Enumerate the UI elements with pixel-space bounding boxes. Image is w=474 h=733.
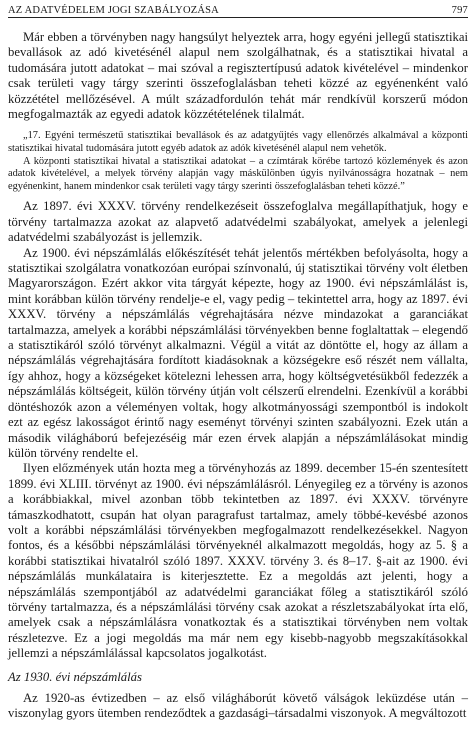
paragraph-1: Már ebben a törvényben nagy hangsúlyt helyeztek arra, hogy egyéni jellegű statisztikai bevallások az adó kivetésénél alapul nem szolgálhatnak, és a statisztikai hivatal a tudomására jutott adatokat – mai szóval a regisztertípusú adatok kivételével – mindenkor csak területi vagy tárgy szerinti összefoglalásban teheti közzé az egyénenként való közzététel mellőzésével. A múlt századfordulón tehát már rendkívül korszerű módon megfogalmazták az egyedi adatok közzétételének tilalmát.	[8, 30, 468, 122]
paragraph-3: Az 1900. évi népszámlálás előkészítését tehát jelentős mértékben befolyásolta, hogy a statisztikai szolgálatra vonatkozóan európai színvonalú, új statisztikai törvény volt életben Magyarországon. Ezért akkor vita tárgyát képezte, hogy az 1900. évi népszámlálást is, mint korábban külön törvény rendelje-e el, vagy pedig – tekintettel arra, hogy az 1897. évi XXXV. törvény a népszámlálás végrehajtására nézve mindazokat a garanciákat tartalmazza, amelyek a korábbi népszámlálási törvényekben benne foglaltattak – elegendő a statisztikáról szóló törvényt alkalmazni. Végül a vitát az döntötte el, hogy az állam a népszámlálás végrehajtására fordított kiadásoknak a községekre eső részét nem vállalta, így ahhoz, hogy a községeket kötelezni lehessen arra, hogy költségvetésükből fedezzék a népszámlálás költségeit, külön törvény útján volt célszerű elrendelni. Ezenkívül a korábbi döntéshozók azon a véleményen voltak, hogy alkotmányossági szempontból is indokolt ezt az egész lakosságot érintő nagy eseményt törvényi szinten szabályozni. Ezek után a második világháború befejezéséig már ezen érvek alapján a népszámlálásokat mindig külön törvény rendelte el.	[8, 245, 468, 460]
paragraph-5: Az 1920-as évtizedben – az első világháborút követő válságok leküzdése után – viszonylag gyors ütemben rendeződtek a gazdasági–társadalmi viszonyok. A megváltozott	[8, 691, 468, 721]
quotation-block	[8, 130, 468, 193]
paragraph-4: Ilyen előzmények után hozta meg a törvényhozás az 1899. december 15-én szentesített 1899. évi XLIII. törvényt az 1900. évi népszámlálásról. Lényegileg ez a törvény is azonos a korábbiakkal, mivel azonban több tekintetben az 1897. évi XXXV. törvényre támaszkodhatott, csupán hat olyan paragrafust tartalmaz, amely többé-kevésbé azonos volt a korábbi népszámlálási törvényekben megfogalmazott rendelkezésekkel. Nagyon fontos, és a későbbi népszámlálási törvényeknél alkalmazott megoldás, hogy az 5. § a korábbi statisztikai hivatalról szóló 1897. XXXV. törvény 3. és 8–17. §-ait az 1900. évi népszámlálás munkálataira is kiterjesztette. Ez a megoldás azt jelenti, hogy a népszámlálás szempontjából az adatvédelmi garanciákat főleg a statisztikáról szóló törvény tartalmazza, és a népszámlálási törvény csak azokat a részletszabályokat írta elő, amelyek csak a népszámlálásra vonatkoztak és a statisztikai törvényben nem voltak részletezve. Ez a jogi megoldás ma már nem egy kisebb-nagyobb megszakításokkal jellemzi a népszámlálással kapcsolatos jogalkotást.	[8, 461, 468, 661]
section-heading: Az 1930. évi népszámlálás	[8, 669, 142, 684]
running-header	[8, 0, 468, 18]
running-title: AZ ADATVÉDELEM JOGI SZABÁLYOZÁSA	[8, 5, 219, 16]
quote-paragraph-1: „17. Egyéni természetű statisztikai bevallások és az adatgyűjtés vagy ellenőrzés alkalmával a központi statisztikai hivatal tudomására jutott egyéb adatok az adók kivetésénél alapul nem vehetők.	[8, 130, 468, 155]
paragraph-2: Az 1897. évi XXXV. törvény rendelkezéseit összefoglalva megállapíthatjuk, hogy e törvény tartalmazza azokat az alapvető adatvédelmi szabályokat, amelyek a jelenlegi adatvédelmi szabályozást is jellemzik.	[8, 199, 468, 245]
quote-paragraph-2: A központi statisztikai hivatal a statisztikai adatokat – a czímtárak körébe tartozó közlemények és azon adatok kivételével, a melyek törvény alapján vagy máskülönben úgyis nyilvánosságra hozatnak – nem egyénenkint, hanem mindenkor csak területi vagy tárgy szerinti összefoglalásban teheti közzé.”	[8, 155, 468, 192]
document-page	[8, 0, 468, 722]
page-number: 797	[451, 5, 468, 16]
